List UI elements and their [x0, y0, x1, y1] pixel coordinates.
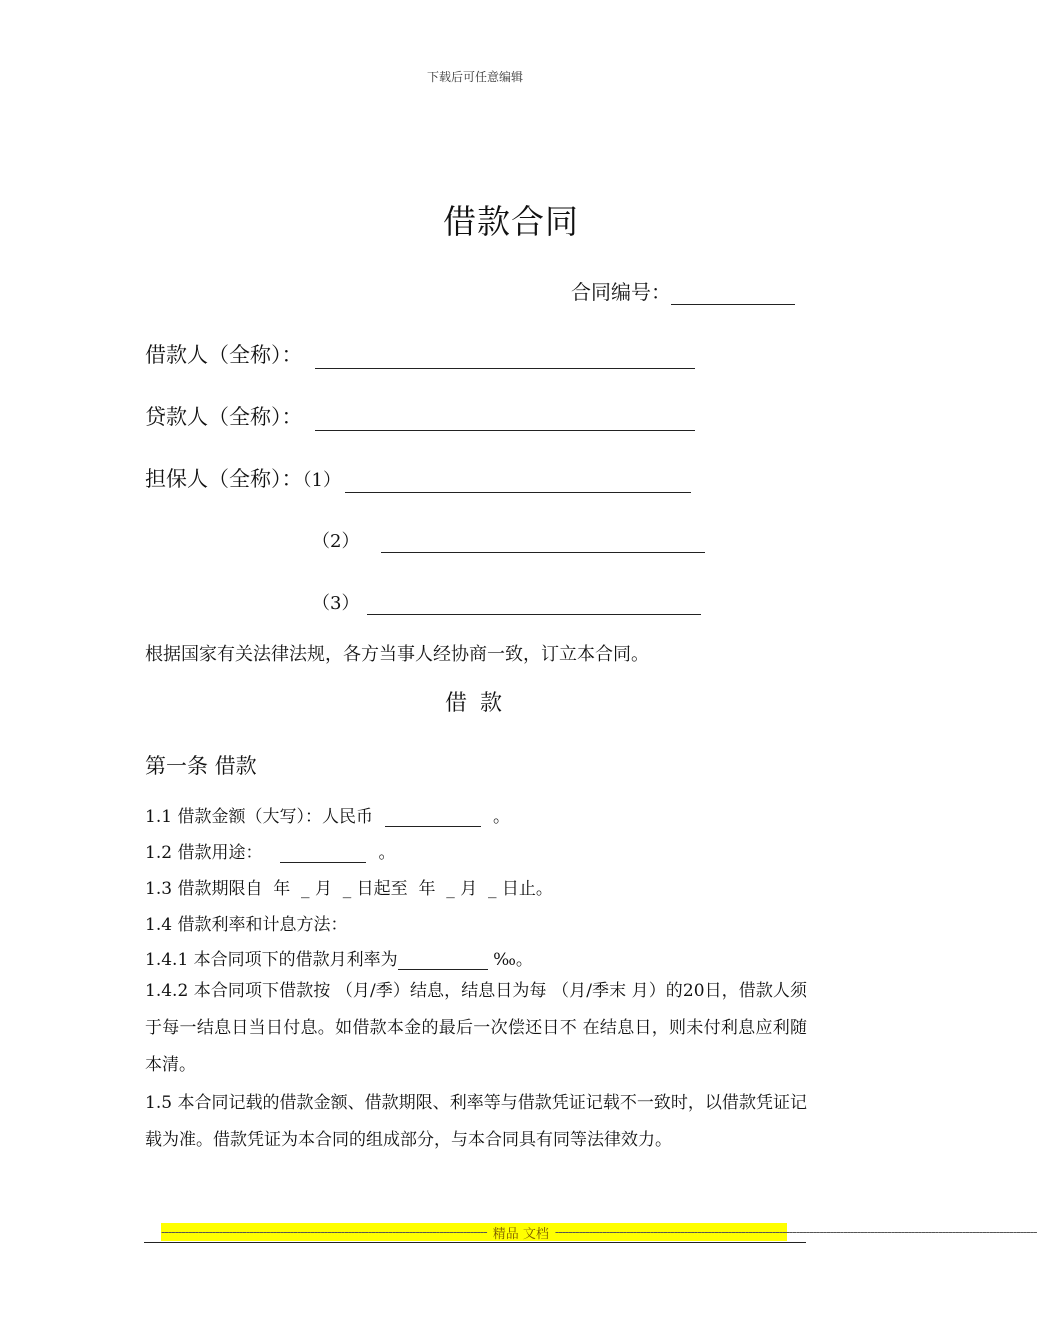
footer-banner: [161, 1223, 1037, 1242]
footer-label: 精品 文档: [492, 1226, 549, 1242]
clause-1-4: 1.4 借款利率和计息方法：: [145, 915, 348, 935]
contract-number-blank: [671, 286, 795, 305]
guarantor-line-2: [312, 527, 705, 553]
clause-1-3: 1.3 借款期限自 年 _ 月 _ 日起至 年 _ 月 _ 日止。: [145, 879, 553, 899]
guarantor-line-1: [145, 463, 691, 493]
document-title: 借款合同: [443, 202, 579, 241]
guarantor-2-blank: [381, 532, 705, 553]
loan-purpose-blank: [280, 844, 366, 863]
guarantor-1-number: （1）: [302, 470, 341, 491]
borrower-blank: [315, 348, 695, 369]
contract-number-line: [571, 276, 795, 305]
section-heading: 借 款: [445, 691, 505, 716]
guarantor-line-3: [312, 589, 701, 615]
clause-1-2-end: 。: [378, 843, 396, 863]
interest-rate-blank: [398, 951, 488, 970]
article-1-title: 第一条 借款: [145, 754, 257, 778]
guarantor-1-blank: [345, 472, 691, 493]
guarantor-3-number: （3）: [312, 593, 360, 614]
guarantor-2-number: （2）: [312, 531, 360, 552]
lender-blank: [315, 410, 695, 431]
contract-number-label: 合同编号：: [571, 280, 671, 304]
clause-1-4-1-end: ‰。: [487, 950, 533, 970]
borrower-line: [145, 339, 695, 369]
guarantor-label: 担保人（全称）：: [145, 467, 303, 491]
footer-dashes-left: ------------------------------------------------------------------------------------------------: [161, 1224, 487, 1240]
clause-1-4-2: 1.4.2 本合同项下借款按 （月/季）结息，结息日为每 （月/季末 月）的20日，借款人须于每一结息日当日付息。如借款本金的最后一次偿还日不 在结息日，则未付利息应利随本清。: [145, 981, 807, 1075]
clause-1-4-1: [145, 945, 533, 970]
clause-1-1-end: 。: [492, 807, 510, 827]
lender-label: 贷款人（全称）：: [145, 405, 303, 429]
clause-1-1: [145, 802, 510, 827]
clause-1-2-text: 1.2 借款用途：: [145, 843, 263, 863]
clause-1-1-text: 1.1 借款金额（大写）：人民币: [145, 807, 373, 827]
lender-line: [145, 401, 695, 431]
guarantor-3-blank: [367, 594, 701, 615]
footer-rule: [144, 1242, 806, 1243]
header-note: 下载后可任意编辑: [426, 70, 523, 84]
clause-1-2: [145, 838, 395, 863]
borrower-label: 借款人（全称）：: [145, 343, 303, 367]
clause-1-5: 1.5 本合同记载的借款金额、借款期限、利率等与借款凭证记载不一致时，以借款凭证记载为准。借款凭证为本合同的组成部分，与本合同具有同等法律效力。: [145, 1093, 807, 1150]
clause-1-4-1-text: 1.4.1 本合同项下的借款月利率为: [145, 950, 398, 970]
intro-text: 根据国家有关法律法规，各方当事人经协商一致，订立本合同。: [145, 644, 649, 665]
footer-dashes-right: ----------------------------------------------------------------------------------------------------------------------------------------------: [554, 1224, 1037, 1240]
loan-amount-blank: [385, 808, 481, 827]
